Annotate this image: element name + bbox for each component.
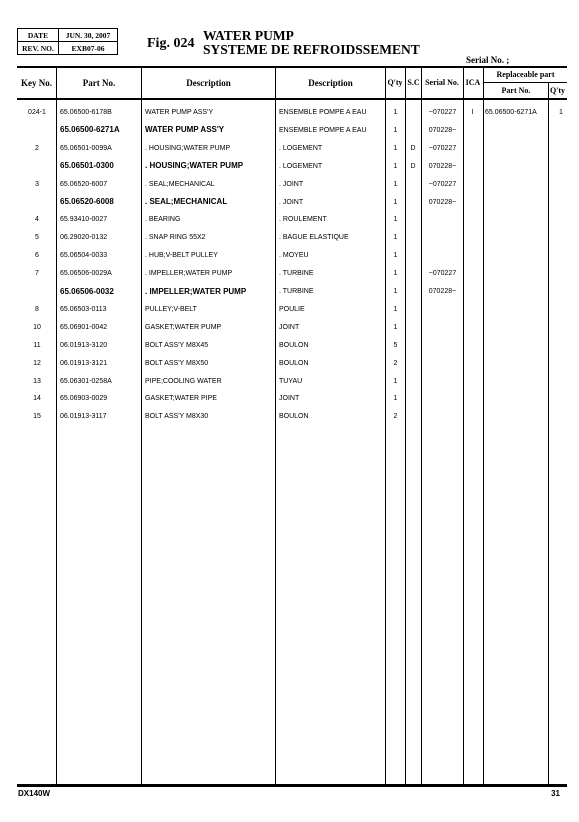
description-fr: . ROULEMENT xyxy=(279,216,327,224)
description-fr: . LOGEMENT xyxy=(279,162,323,170)
replacement-part-number: 65.06500-6271A xyxy=(485,109,537,116)
description-fr: JOINT xyxy=(279,323,300,331)
column-divider xyxy=(421,67,422,785)
header-description-fr: Description xyxy=(308,78,353,88)
key-number: 2 xyxy=(35,144,39,152)
serial-range: 070228~ xyxy=(428,198,457,206)
title-english: WATER PUMP xyxy=(203,28,294,43)
quantity: 1 xyxy=(393,144,398,152)
revision-value: EXB07-06 xyxy=(59,42,118,55)
page-title xyxy=(203,29,420,57)
header-replaceable-part: Replaceable part xyxy=(496,70,555,79)
table-top-rule xyxy=(17,66,567,68)
part-number: 65.06500-6271A xyxy=(60,125,120,135)
description: . SEAL;MECHANICAL xyxy=(145,180,215,188)
header-replacement-qty: Q'ty xyxy=(549,86,566,95)
quantity: 1 xyxy=(393,288,398,295)
replaceable-divider xyxy=(483,82,567,83)
description: GASKET;WATER PUMP xyxy=(145,323,222,331)
column-divider xyxy=(275,67,276,785)
key-number: 8 xyxy=(35,305,39,313)
part-number: 65.06520-6007 xyxy=(60,180,108,188)
part-number: 65.06501-0099A xyxy=(60,144,112,152)
ica-code: I xyxy=(471,109,474,116)
key-number: 13 xyxy=(33,377,41,385)
serial-range: ~070227 xyxy=(428,109,457,116)
header-description: Description xyxy=(186,78,231,88)
key-number: 5 xyxy=(35,234,39,242)
serial-range: 070228~ xyxy=(428,162,457,170)
quantity: 2 xyxy=(393,413,398,421)
description-fr: . JOINT xyxy=(279,198,304,206)
header-serial-no: Serial No. xyxy=(425,78,459,87)
description-fr: . TURBINE xyxy=(279,270,314,278)
footer-rule xyxy=(17,786,567,787)
column-divider xyxy=(56,67,57,785)
header-qty: Q'ty xyxy=(387,78,403,87)
part-number: 65.93410-0027 xyxy=(60,216,108,224)
quantity: 1 xyxy=(393,162,398,170)
description-fr: BOULON xyxy=(279,341,309,349)
figure-number: Fig. 024 xyxy=(147,36,195,51)
quantity: 5 xyxy=(393,341,398,349)
header-part-no: Part No. xyxy=(82,78,116,88)
description: . IMPELLER;WATER PUMP xyxy=(145,286,247,296)
footer-page-number: 31 xyxy=(551,789,560,798)
header-bottom-rule xyxy=(17,98,567,100)
quantity: 1 xyxy=(393,234,398,242)
quantity: 1 xyxy=(393,270,398,278)
column-divider xyxy=(405,67,406,785)
date-value: JUN. 30, 2007 xyxy=(59,29,118,42)
key-number: 10 xyxy=(33,323,41,331)
description-fr: JOINT xyxy=(279,395,300,403)
description-fr: TUYAU xyxy=(279,377,303,385)
part-number: 65.06500-6178B xyxy=(60,109,112,116)
serial-range: ~070227 xyxy=(428,270,457,278)
date-label: DATE xyxy=(18,29,59,42)
description-fr: . MOYEU xyxy=(279,252,309,260)
header-replacement-part-no: Part No. xyxy=(501,86,531,95)
description: . HOUSING;WATER PUMP xyxy=(145,144,231,152)
description: . BEARING xyxy=(145,216,181,224)
serial-range: ~070227 xyxy=(428,180,457,188)
description: BOLT ASS'Y M8X30 xyxy=(145,413,209,421)
description-fr: BOULON xyxy=(279,413,309,421)
description-fr: BOULON xyxy=(279,359,309,367)
column-divider xyxy=(141,67,142,785)
serial-range: 070228~ xyxy=(428,288,457,295)
part-number: 65.06301-0258A xyxy=(60,377,112,385)
description: . HOUSING;WATER PUMP xyxy=(145,161,244,171)
description: . HUB;V-BELT PULLEY xyxy=(145,252,218,260)
replacement-quantity: 1 xyxy=(559,109,563,116)
part-number: 65.06903-0029 xyxy=(60,395,108,403)
part-number: 06.01913-3120 xyxy=(60,341,108,349)
column-divider xyxy=(548,83,549,785)
header-ica: ICA xyxy=(465,78,481,87)
quantity: 1 xyxy=(393,377,398,385)
serial-range: ~070227 xyxy=(428,144,457,152)
footer-model: DX140W xyxy=(18,789,51,798)
part-number: 65.06506-0029A xyxy=(60,270,112,278)
quantity: 1 xyxy=(393,323,398,331)
header-sc: S.C xyxy=(407,78,420,87)
quantity: 1 xyxy=(393,180,398,188)
serial-range: 070228~ xyxy=(428,126,457,134)
key-number: 11 xyxy=(33,341,41,349)
part-number: 65.06501-0300 xyxy=(60,161,114,171)
description: WATER PUMP ASS'Y xyxy=(145,109,214,116)
key-number: 6 xyxy=(35,252,39,260)
column-divider xyxy=(385,67,386,785)
description: PULLEY;V-BELT xyxy=(145,305,197,313)
part-number: 65.06901-0042 xyxy=(60,323,108,331)
key-number: 12 xyxy=(33,359,41,367)
revision-label: REV. NO. xyxy=(18,42,59,55)
description: . IMPELLER;WATER PUMP xyxy=(145,270,233,278)
key-number: 14 xyxy=(33,395,41,403)
key-number: 15 xyxy=(33,413,41,421)
description: GASKET;WATER PIPE xyxy=(145,395,217,403)
description: . SNAP RING 55X2 xyxy=(145,234,206,242)
serial-number-label: Serial No. ; xyxy=(466,55,510,65)
date-revision-box xyxy=(17,28,118,55)
description-fr: . JOINT xyxy=(279,180,304,188)
key-number: 4 xyxy=(35,216,39,224)
quantity: 1 xyxy=(393,395,398,403)
description-fr: . LOGEMENT xyxy=(279,144,323,152)
sc-code: D xyxy=(410,162,416,170)
part-number: 65.06503-0113 xyxy=(60,305,107,313)
description-fr: . TURBINE xyxy=(279,288,314,295)
quantity: 1 xyxy=(393,216,398,224)
column-divider xyxy=(483,67,484,785)
quantity: 1 xyxy=(393,126,398,134)
quantity: 1 xyxy=(393,109,398,116)
description-fr: ENSEMBLE POMPE A EAU xyxy=(279,109,367,116)
key-number: 7 xyxy=(35,270,39,278)
column-divider xyxy=(463,67,464,785)
part-number: 06.29020-0132 xyxy=(60,234,108,242)
part-number: 65.06504-0033 xyxy=(60,252,108,260)
description-fr: ENSEMBLE POMPE A EAU xyxy=(279,126,367,134)
quantity: 1 xyxy=(393,305,398,313)
description: WATER PUMP ASS'Y xyxy=(145,125,225,135)
quantity: 2 xyxy=(393,359,398,367)
quantity: 1 xyxy=(393,252,398,260)
key-number: 024-1 xyxy=(28,109,46,116)
title-french: SYSTEME DE REFROIDSSEMENT xyxy=(203,42,420,57)
description: BOLT ASS'Y M8X50 xyxy=(145,359,209,367)
quantity: 1 xyxy=(393,198,398,206)
description: BOLT ASS'Y M8X45 xyxy=(145,341,209,349)
sc-code: D xyxy=(410,144,416,152)
description-fr: POULIE xyxy=(279,305,305,313)
description-fr: . BAGUE ELASTIQUE xyxy=(279,234,349,242)
part-number: 65.06506-0032 xyxy=(60,286,114,296)
part-number: 06.01913-3121 xyxy=(60,359,108,367)
part-number: 06.01913-3117 xyxy=(60,413,107,421)
key-number: 3 xyxy=(35,180,39,188)
description: . SEAL;MECHANICAL xyxy=(145,197,228,206)
header-key-no: Key No. xyxy=(21,78,52,88)
description: PIPE;COOLING WATER xyxy=(145,377,222,385)
part-number: 65.06520-6008 xyxy=(60,197,114,206)
